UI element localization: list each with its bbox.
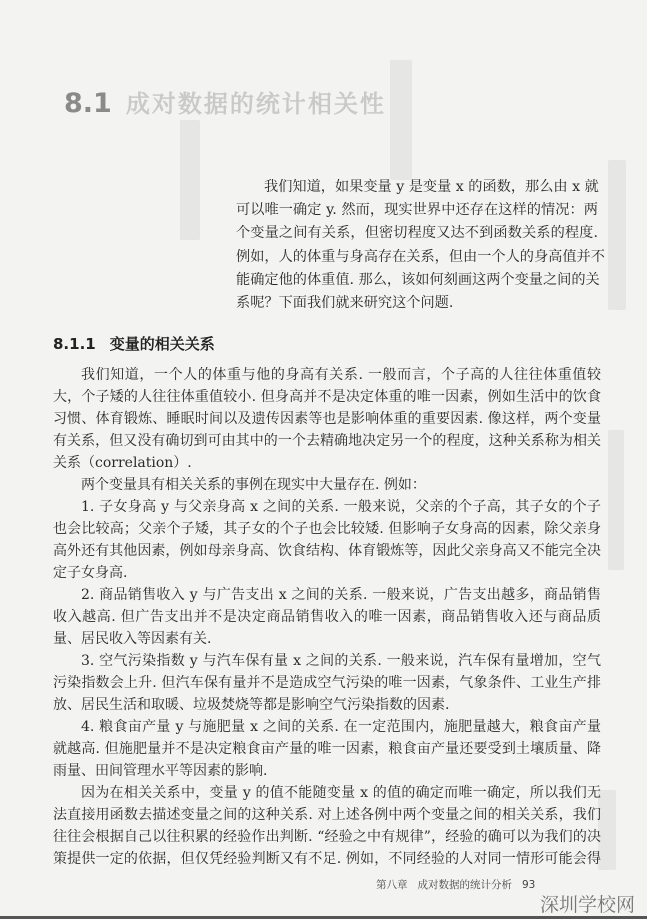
text-line: 放、居民生活和取暖、垃圾焚烧等都是影响空气污染指数的因素. (53, 697, 450, 713)
text-line: 法直接用函数去描述变量之间的这种关系. 对上述各例中两个变量之间的相关关系，我们 (53, 807, 601, 823)
text-line: 策提供一定的依据，但仅凭经验判断又有不足. 例如，不同经验的人对同一情形可能会得 (53, 851, 601, 867)
text-line: 例如，人的体重与身高存在关系，但由一个人的身高值并不 (236, 248, 605, 265)
text-line: 可以唯一确定 y. 然而，现实世界中还存在这样的情况：两 (236, 202, 598, 219)
chapter-section-heading (64, 84, 386, 119)
subsection-title: 变量的相关关系 (109, 335, 215, 353)
text-line: 关系（correlation）. (53, 455, 192, 471)
paragraph (53, 496, 601, 584)
text-line: 2. 商品销售收入 y 与广告支出 x 之间的关系. 一般来说，广告支出越多，商品销售 (81, 587, 601, 603)
text-line: 收入越高. 但广告支出并不是决定商品销售收入的唯一因素，商品销售收入还与商品质 (53, 609, 601, 625)
text-line: 系呢？下面我们就来研究这个问题. (236, 295, 454, 312)
text-line: 1. 子女身高 y 与父亲身高 x 之间的关系. 一般来说，父亲的个子高，其子女的个子 (81, 499, 601, 515)
text-line: 雨量、田间管理水平等因素的影响. (53, 763, 268, 779)
watermark: 深圳学校网 (540, 894, 636, 916)
text-line: 3. 空气污染指数 y 与汽车保有量 x 之间的关系. 一般来说，汽车保有量增加，空气 (81, 653, 601, 669)
text-line: 我们知道，一个人的体重与他的身高有关系. 一般而言，个子高的人往往体重值较 (81, 367, 601, 383)
heading-number: 8.1 (64, 88, 112, 119)
text-line: 高外还有其他因素，例如母亲身高、饮食结构、体育锻炼等，因此父亲身高又不能完全决 (53, 543, 601, 559)
text-line: 定子女身高. (53, 565, 128, 581)
page-number: 93 (522, 879, 536, 891)
paragraph (53, 584, 601, 650)
paragraph (53, 782, 601, 870)
footer-chapter-title: 成对数据的统计分析 (417, 879, 512, 891)
text-line: 4. 粮食亩产量 y 与施肥量 x 之间的关系. 在一定范围内，施肥量越大，粮食亩产量 (81, 719, 601, 735)
text-line: 量、居民收入等因素有关. (53, 631, 212, 647)
text-line: 我们知道，如果变量 y 是变量 x 的函数，那么由 x 就 (264, 179, 599, 195)
text-line: 能确定他的体重值. 那么，该如何刻画这两个变量之间的关 (236, 271, 600, 288)
body-text (53, 364, 601, 870)
text-line: 因为在相关关系中，变量 y 的值不能随变量 x 的值的确定而唯一确定，所以我们无 (81, 785, 601, 801)
text-line: 污染指数会上升. 但汽车保有量并不是造成空气污染的唯一因素，气象条件、工业生产排 (53, 675, 601, 691)
footer-chapter: 第八章 (376, 879, 408, 891)
text-line: 两个变量具有相关关系的事例在现实中大量存在. 例如： (81, 477, 426, 493)
page-footer (376, 878, 545, 892)
text-line: 就越高. 但施肥量并不是决定粮食亩产量的唯一因素，粮食亩产量还要受到土壤质量、降 (53, 741, 601, 757)
paragraph (53, 364, 601, 474)
paragraph (53, 716, 601, 782)
text-line: 往往会根据自己以往积累的经验作出判断. “经验之中有规律”，经验的确可以为我们的决 (53, 829, 601, 845)
heading-title: 成对数据的统计相关性 (125, 90, 386, 118)
background-decoration (390, 60, 412, 180)
subsection-heading (53, 334, 229, 354)
intro-paragraph (236, 176, 605, 315)
paragraph (53, 650, 601, 716)
background-decoration (180, 120, 200, 240)
background-decoration (608, 430, 624, 570)
subsection-number: 8.1.1 (53, 335, 96, 353)
text-line: 大，个子矮的人往往体重值较小. 但身高并不是决定体重的唯一因素，例如生活中的饮食 (53, 389, 601, 405)
background-decoration (608, 160, 626, 310)
paragraph (53, 474, 601, 496)
text-line: 也会比较高；父亲个子矮，其子女的个子也会比较矮. 但影响子女身高的因素，除父亲身 (53, 521, 601, 537)
text-line: 个变量之间有关系，但密切程度又达不到函数关系的程度. (236, 225, 598, 242)
text-line: 习惯、体育锻炼、睡眠时间以及遗传因素等也是影响体重的重要因素. 像这样，两个变量 (53, 411, 601, 427)
text-line: 有关系，但又没有确切到可由其中的一个去精确地决定另一个的程度，这种关系称为相关 (53, 433, 601, 449)
